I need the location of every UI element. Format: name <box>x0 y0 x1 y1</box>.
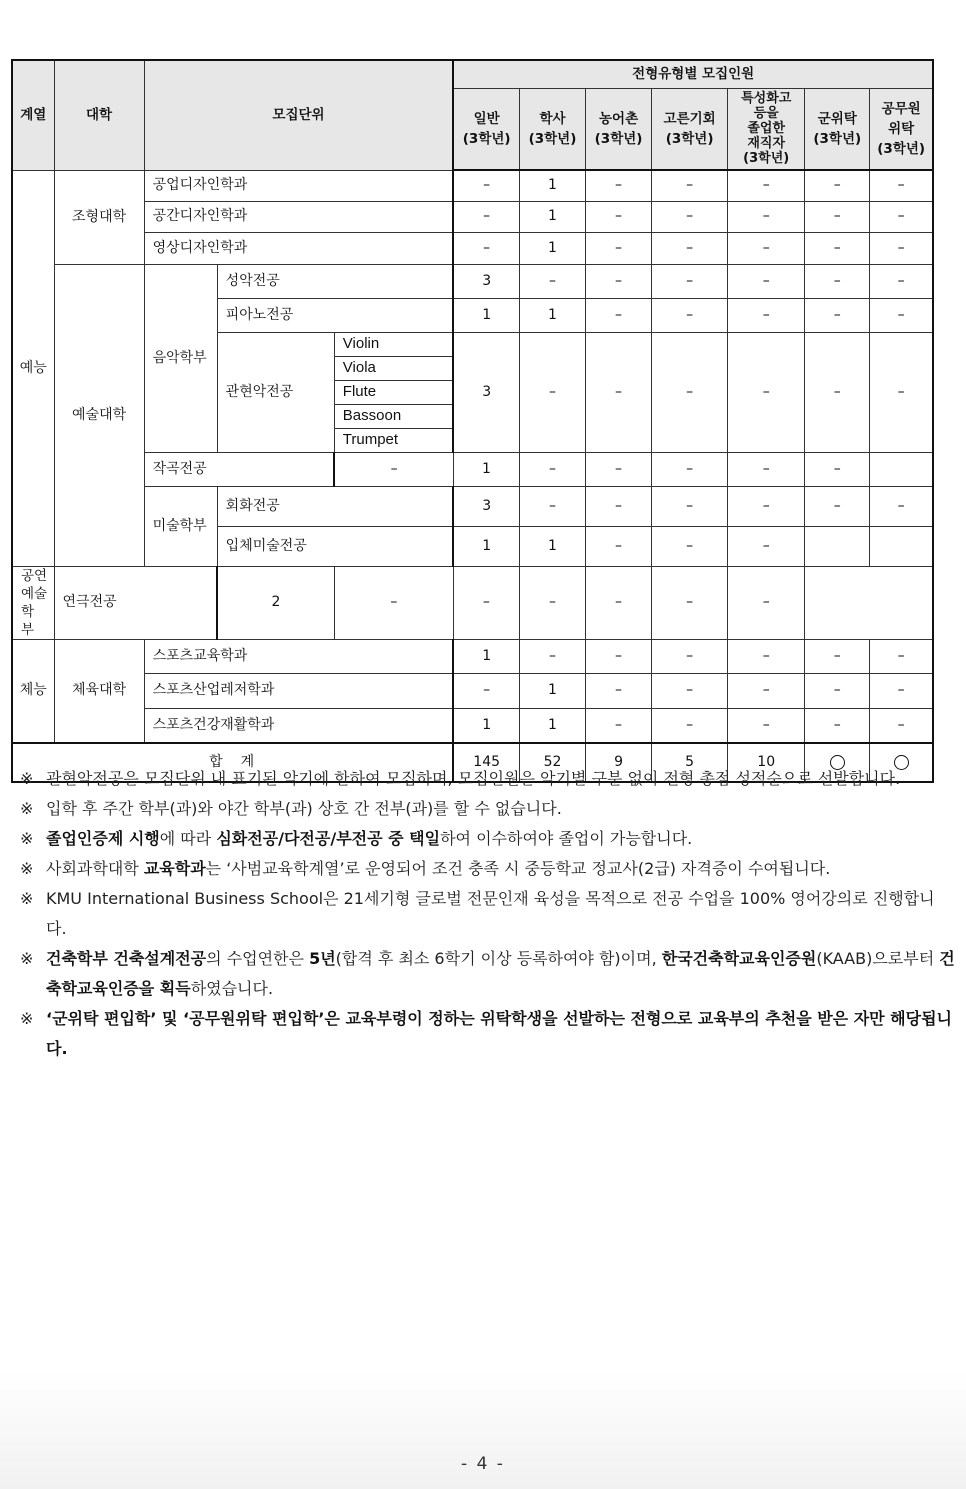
count-cell: – <box>805 673 870 708</box>
header-col-0 <box>453 88 519 170</box>
count-cell: – <box>805 298 870 332</box>
header-col-line: 농어촌 <box>598 110 639 127</box>
count-cell: – <box>586 708 652 743</box>
table-row <box>12 232 933 264</box>
table-row <box>12 639 933 673</box>
count-cell: – <box>652 170 728 201</box>
count-cell: – <box>870 264 933 298</box>
count-cell: – <box>586 170 652 201</box>
count-cell: – <box>652 486 728 526</box>
count-cell: 1 <box>453 452 519 486</box>
count-cell: 2 <box>217 566 334 639</box>
count-cell: – <box>870 232 933 264</box>
total-value: 5 <box>652 743 728 782</box>
note-item <box>20 764 955 794</box>
page-number: - 4 - <box>461 1454 505 1474</box>
count-cell: – <box>652 673 728 708</box>
count-cell: – <box>870 201 933 232</box>
header-col-3 <box>652 88 728 170</box>
header-group: 계열 <box>12 60 54 170</box>
count-cell: – <box>805 639 870 673</box>
unit-name: 입체미술전공 <box>217 526 453 566</box>
count-cell: – <box>805 170 870 201</box>
instrument-cell: Violin <box>334 332 453 356</box>
recruitment-table <box>11 59 934 783</box>
count-cell: – <box>728 566 805 639</box>
header-col-line: 위탁 <box>888 120 915 137</box>
table-row <box>12 708 933 743</box>
count-cell: – <box>519 452 585 486</box>
count-cell: – <box>652 526 728 566</box>
count-cell: – <box>652 452 728 486</box>
note-text: 사회과학대학 <box>46 859 144 878</box>
count-cell: – <box>728 170 805 201</box>
instrument-cell: Flute <box>334 380 453 404</box>
total-value: 145 <box>453 743 519 782</box>
note-item <box>20 794 955 824</box>
note-item <box>20 1004 955 1064</box>
table-row <box>12 452 933 486</box>
count-cell: – <box>870 170 933 201</box>
count-cell: – <box>870 332 933 452</box>
unit-name: 관현악전공 <box>217 332 334 452</box>
count-cell: – <box>453 201 519 232</box>
count-cell: 3 <box>453 264 519 298</box>
header-col-4 <box>728 88 805 170</box>
notes-list <box>20 764 955 1064</box>
total-value: 52 <box>519 743 585 782</box>
note-emphasis: 졸업인증제 시행 <box>46 829 160 848</box>
count-cell: – <box>519 332 585 452</box>
unit-name: 성악전공 <box>217 264 453 298</box>
count-cell: – <box>870 708 933 743</box>
count-cell: – <box>586 201 652 232</box>
count-cell: – <box>453 673 519 708</box>
note-emphasis: 건축학교육인증을 획득 <box>46 949 955 998</box>
unit-name: 피아노전공 <box>217 298 453 332</box>
count-cell: – <box>586 298 652 332</box>
count-cell: – <box>870 486 933 526</box>
count-cell <box>805 526 870 566</box>
header-col-line: (3학년) <box>594 130 643 147</box>
instrument-cell: Trumpet <box>334 428 453 452</box>
note-text: 는 ‘사범교육학계열’로 운영되어 조건 충족 시 중등학교 정교사(2급) 자격증이 수여됩니다. <box>205 859 831 878</box>
note-emphasis: 건축학부 건축설계전공 <box>46 949 207 968</box>
header-col-6 <box>870 88 933 170</box>
note-text: 하였습니다. <box>190 979 274 998</box>
school-performing-line2: 학 부 <box>21 603 62 638</box>
instrument-cell: Bassoon <box>334 404 453 428</box>
count-cell: – <box>870 673 933 708</box>
count-cell: – <box>728 201 805 232</box>
header-col-1 <box>519 88 585 170</box>
note-text: (합격 후 최소 6학기 이상 등록하여야 함)이며, <box>335 949 662 968</box>
note-item <box>20 944 955 1004</box>
header-col-line: (3학년) <box>813 130 862 147</box>
header-by-type: 전형유형별 모집인원 <box>453 60 933 88</box>
count-cell: – <box>728 486 805 526</box>
header-col-line: 일반 <box>473 110 500 127</box>
count-cell: – <box>805 232 870 264</box>
note-emphasis: 심화전공/다전공/부전공 중 택일 <box>216 829 441 848</box>
note-text: 의 수업연한은 <box>206 949 310 968</box>
count-cell: 1 <box>519 673 585 708</box>
count-cell: – <box>586 232 652 264</box>
count-cell: – <box>519 486 585 526</box>
count-cell: – <box>519 264 585 298</box>
note-mark: ※ <box>20 769 34 788</box>
note-mark: ※ <box>20 829 34 848</box>
table-row <box>12 486 933 526</box>
total-label: 합 계 <box>12 743 453 782</box>
table-row <box>12 201 933 232</box>
count-cell: – <box>586 526 652 566</box>
count-cell: – <box>586 452 652 486</box>
college-cell-arts: 예술대학 <box>54 264 144 566</box>
note-text: 하여 이수하여야 졸업이 가능합니다. <box>440 829 693 848</box>
count-cell: – <box>586 486 652 526</box>
instrument-cell: Viola <box>334 356 453 380</box>
count-cell: – <box>453 170 519 201</box>
count-cell: – <box>728 298 805 332</box>
count-cell: – <box>652 566 728 639</box>
count-cell: – <box>652 264 728 298</box>
note-text: KMU International Business School은 21세기형 글로벌 전문인재 육성을 목적으로 전공 수업을 100% 영어강의로 진행합니다. <box>46 889 935 938</box>
count-cell: – <box>805 264 870 298</box>
count-cell: – <box>870 639 933 673</box>
count-cell: – <box>586 639 652 673</box>
college-cell-design: 조형대학 <box>54 170 144 264</box>
total-value: 10 <box>728 743 805 782</box>
count-cell: – <box>728 332 805 452</box>
school-performing-line1: 공연예술 <box>21 567 48 602</box>
note-emphasis: 한국건축학교육인증원 <box>661 949 817 968</box>
count-cell: – <box>652 332 728 452</box>
header-col-line: (3학년) <box>462 130 511 147</box>
note-emphasis: 교육학과 <box>143 859 206 878</box>
unit-name: 스포츠건강재활학과 <box>144 708 453 743</box>
college-cell-sports: 체육대학 <box>54 639 144 743</box>
count-cell: – <box>805 486 870 526</box>
count-cell: – <box>728 264 805 298</box>
note-item <box>20 854 955 884</box>
header-col-5 <box>805 88 870 170</box>
count-cell: 3 <box>453 332 519 452</box>
count-cell: 1 <box>453 526 519 566</box>
note-mark: ※ <box>20 1009 34 1028</box>
count-cell: 1 <box>453 298 519 332</box>
count-cell: – <box>728 232 805 264</box>
note-text: 입학 후 주간 학부(과)와 야간 학부(과) 상호 간 전부(과)를 할 수 없습니다. <box>46 799 562 818</box>
unit-name: 연극전공 <box>54 566 217 639</box>
note-item <box>20 884 955 944</box>
school-cell-performing <box>12 566 62 639</box>
note-mark: ※ <box>20 889 34 908</box>
count-cell: – <box>728 526 805 566</box>
group-cell-arts: 예능 <box>12 170 54 566</box>
count-cell: – <box>728 708 805 743</box>
table-row <box>12 264 933 298</box>
count-cell: 1 <box>519 298 585 332</box>
school-cell-music: 음악학부 <box>144 264 217 452</box>
table-row <box>12 170 933 201</box>
header-col-line: 특성화고 <box>741 91 792 107</box>
count-cell: – <box>519 639 585 673</box>
count-cell: – <box>334 452 453 486</box>
note-emphasis: ‘군위탁 편입학’ 및 ‘공무원위탁 편입학’은 교육부령이 정하는 위탁학생을 선발하는 전형으로 교육부의 추천을 받은 자만 해당됩니다. <box>46 1009 953 1058</box>
count-cell: – <box>586 673 652 708</box>
school-cell-fine-art: 미술학부 <box>144 486 217 566</box>
header-col-line: 등을 <box>753 106 779 122</box>
table-row <box>12 566 933 639</box>
count-cell: – <box>652 708 728 743</box>
count-cell: – <box>652 639 728 673</box>
count-cell: 1 <box>519 232 585 264</box>
count-cell: – <box>728 673 805 708</box>
count-cell: – <box>652 298 728 332</box>
header-col-line: (3학년) <box>743 151 790 167</box>
unit-name: 회화전공 <box>217 486 453 526</box>
header-col-line: 군위탁 <box>817 110 857 127</box>
note-mark: ※ <box>20 799 34 818</box>
unit-name: 공업디자인학과 <box>144 170 453 201</box>
header-col-line: 재직자 <box>747 136 786 152</box>
count-cell: – <box>652 232 728 264</box>
count-cell: 1 <box>519 170 585 201</box>
count-cell: – <box>586 264 652 298</box>
note-text: 관현악전공은 모집단위 내 표기된 악기에 한하여 모집하며, 모집인원은 악기별 구분 없이 전형 총점 성적순으로 선발합니다. <box>46 769 901 788</box>
header-college: 대학 <box>54 60 144 170</box>
total-value: 9 <box>586 743 652 782</box>
count-cell: 1 <box>453 639 519 673</box>
count-cell: 3 <box>453 486 519 526</box>
unit-name: 스포츠교육학과 <box>144 639 453 673</box>
unit-name: 영상디자인학과 <box>144 232 453 264</box>
count-cell: 1 <box>519 708 585 743</box>
note-mark: ※ <box>20 949 34 968</box>
count-cell: – <box>805 332 870 452</box>
count-cell <box>870 526 933 566</box>
note-text: 에 따라 <box>159 829 217 848</box>
count-cell: – <box>728 639 805 673</box>
unit-name: 공간디자인학과 <box>144 201 453 232</box>
header-col-line: 학사 <box>539 110 566 127</box>
header-col-line: (3학년) <box>877 140 926 157</box>
header-unit: 모집단위 <box>144 60 453 170</box>
unit-name: 스포츠산업레저학과 <box>144 673 453 708</box>
unit-name: 작곡전공 <box>144 452 334 486</box>
header-col-line: 고른기회 <box>663 110 716 127</box>
count-cell: – <box>519 566 585 639</box>
count-cell: – <box>870 298 933 332</box>
count-cell: 1 <box>453 708 519 743</box>
count-cell: – <box>728 452 805 486</box>
count-cell: – <box>586 332 652 452</box>
count-cell: – <box>805 452 870 486</box>
count-cell: – <box>652 201 728 232</box>
note-mark: ※ <box>20 859 34 878</box>
header-col-line: (3학년) <box>528 130 577 147</box>
count-cell: – <box>586 566 652 639</box>
note-emphasis: 5년 <box>309 949 336 968</box>
count-cell: – <box>334 566 453 639</box>
table-row <box>12 673 933 708</box>
count-cell: 1 <box>519 526 585 566</box>
header-col-line: 공무원 <box>881 100 921 117</box>
count-cell: – <box>805 708 870 743</box>
header-col-line: (3학년) <box>665 130 714 147</box>
count-cell: – <box>805 201 870 232</box>
count-cell: – <box>453 566 519 639</box>
group-cell-sports: 체능 <box>12 639 54 743</box>
count-cell: 1 <box>519 201 585 232</box>
count-cell: – <box>453 232 519 264</box>
header-col-2 <box>586 88 652 170</box>
note-item <box>20 824 955 854</box>
header-col-line: 졸업한 <box>747 121 786 137</box>
note-text: (KAAB)으로부터 <box>816 949 940 968</box>
